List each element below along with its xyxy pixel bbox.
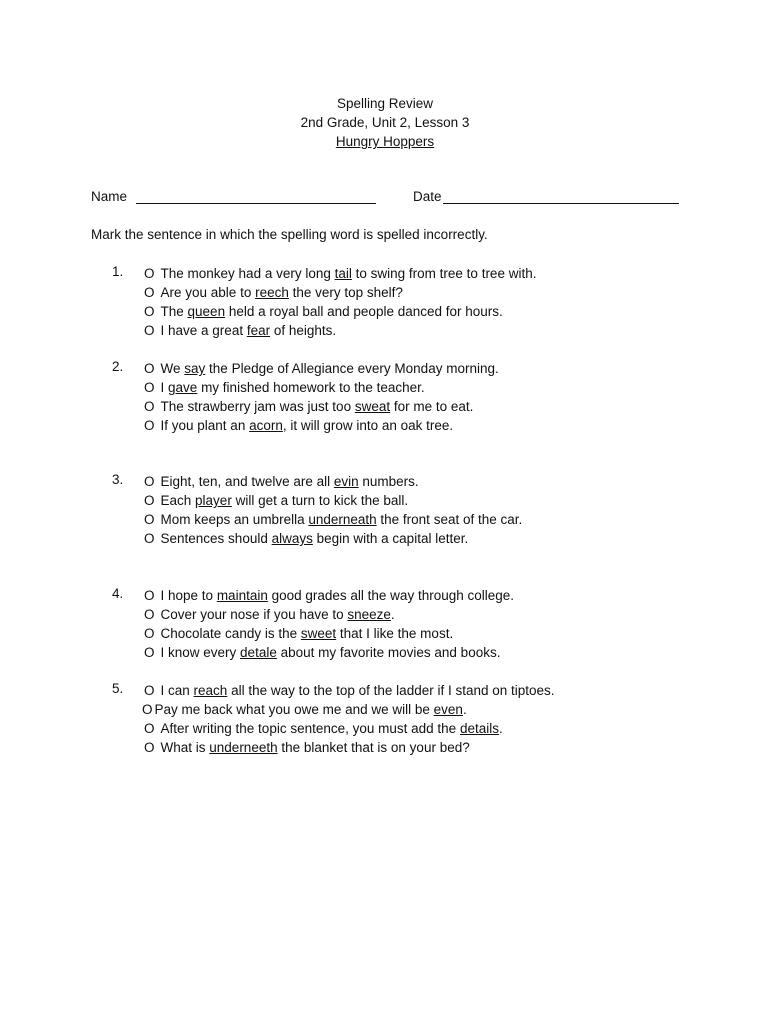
sentence-text-after: all the way to the top of the ladder if I stand on tiptoes.: [227, 683, 555, 698]
sentence-text-before: Pay me back what you owe me and we will be: [154, 702, 434, 717]
sentence-text-before: Sentences should: [160, 531, 272, 546]
answer-option[interactable]: [144, 359, 499, 378]
answer-bubble[interactable]: O: [144, 645, 155, 660]
spelling-word: gave: [168, 380, 198, 395]
sentence-text-after: the very top shelf?: [288, 285, 403, 300]
spelling-word: even: [433, 702, 463, 717]
answer-bubble[interactable]: O: [144, 512, 155, 527]
spelling-word: details: [459, 721, 499, 736]
spelling-word: sweet: [300, 626, 337, 641]
sentence-text-before: Each: [160, 493, 196, 508]
answer-bubble[interactable]: O: [144, 626, 155, 641]
spelling-word: say: [184, 361, 206, 376]
sentence-text-before: I know every: [160, 645, 241, 660]
sentence-text-after: will get a turn to kick the ball.: [231, 493, 409, 508]
spelling-word: reach: [193, 683, 228, 698]
answer-option[interactable]: [144, 681, 555, 700]
sentence-text-before: After writing the topic sentence, you must add the: [160, 721, 460, 736]
spelling-word: underneath: [308, 512, 377, 527]
spelling-word: tail: [334, 266, 352, 281]
sentence-text-after: that I like the most.: [336, 626, 454, 641]
answer-option[interactable]: [144, 416, 453, 435]
sentence-text-after: good grades all the way through college.: [267, 588, 515, 603]
question-number: 1.: [112, 264, 124, 279]
answer-option[interactable]: [144, 302, 503, 321]
story-title: Hungry Hoppers: [335, 134, 435, 149]
answer-bubble[interactable]: O: [144, 493, 155, 508]
answer-option[interactable]: [144, 529, 468, 548]
sentence-text-after: begin with a capital letter.: [312, 531, 469, 546]
sentence-text-after: .: [462, 702, 467, 717]
worksheet-header: [0, 94, 770, 151]
sentence-text-after: .: [498, 721, 503, 736]
spelling-word: sneeze: [347, 607, 391, 622]
spelling-word: always: [271, 531, 313, 546]
answer-bubble[interactable]: O: [142, 702, 153, 717]
sentence-text-after: .: [390, 607, 395, 622]
sentence-text-after: my finished homework to the teacher.: [197, 380, 425, 395]
spelling-word: evin: [333, 474, 359, 489]
answer-option[interactable]: [142, 700, 467, 719]
sentence-text-before: The strawberry jam was just too: [160, 399, 355, 414]
answer-option[interactable]: [144, 643, 500, 662]
sentence-text-before: Chocolate candy is the: [160, 626, 301, 641]
answer-option[interactable]: [144, 605, 395, 624]
answer-bubble[interactable]: O: [144, 418, 155, 433]
answer-bubble[interactable]: O: [144, 361, 155, 376]
sentence-text-before: Cover your nose if you have to: [160, 607, 348, 622]
sentence-text-before: I: [160, 380, 169, 395]
sentence-text-after: the blanket that is on your bed?: [277, 740, 470, 755]
answer-bubble[interactable]: O: [144, 399, 155, 414]
sentence-text-before: The monkey had a very long: [160, 266, 335, 281]
spelling-word: fear: [246, 323, 271, 338]
worksheet-title: Spelling Review: [336, 96, 434, 111]
answer-bubble[interactable]: O: [144, 323, 155, 338]
spelling-word: detale: [240, 645, 277, 660]
sentence-text-after: of heights.: [270, 323, 337, 338]
sentence-text-after: about my favorite movies and books.: [276, 645, 501, 660]
name-label: Name: [91, 189, 128, 204]
answer-bubble[interactable]: O: [144, 721, 155, 736]
sentence-text-after: numbers.: [358, 474, 419, 489]
sentence-text-after: the Pledge of Allegiance every Monday morning.: [205, 361, 499, 376]
answer-bubble[interactable]: O: [144, 607, 155, 622]
sentence-text-after: held a royal ball and people danced for hours.: [225, 304, 503, 319]
answer-option[interactable]: [144, 378, 425, 397]
answer-option[interactable]: [144, 472, 419, 491]
answer-option[interactable]: [144, 719, 503, 738]
name-field[interactable]: [136, 203, 376, 204]
spelling-word: queen: [187, 304, 226, 319]
sentence-text-after: for me to eat.: [390, 399, 474, 414]
spelling-word: player: [195, 493, 232, 508]
answer-option[interactable]: [144, 624, 453, 643]
sentence-text-before: I have a great: [160, 323, 247, 338]
sentence-text-before: What is: [160, 740, 210, 755]
question-number: 5.: [112, 681, 124, 696]
date-field[interactable]: [443, 203, 679, 204]
answer-option[interactable]: [144, 510, 522, 529]
answer-option[interactable]: [144, 397, 473, 416]
answer-bubble[interactable]: O: [144, 266, 155, 281]
question-number: 2.: [112, 359, 124, 374]
sentence-text-before: I hope to: [160, 588, 217, 603]
spelling-word: reech: [255, 285, 289, 300]
answer-bubble[interactable]: O: [144, 304, 155, 319]
sentence-text-before: I can: [160, 683, 194, 698]
instructions: Mark the sentence in which the spelling word is spelled incorrectly.: [91, 227, 488, 242]
sentence-text-after: , it will grow into an oak tree.: [282, 418, 454, 433]
spelling-word: underneeth: [209, 740, 278, 755]
sentence-text-before: Are you able to: [160, 285, 256, 300]
answer-bubble[interactable]: O: [144, 531, 155, 546]
sentence-text-before: The: [160, 304, 188, 319]
grade-lesson-line: 2nd Grade, Unit 2, Lesson 3: [300, 115, 470, 130]
sentence-text-after: to swing from tree to tree with.: [351, 266, 537, 281]
answer-option[interactable]: [144, 283, 403, 302]
sentence-text-before: If you plant an: [160, 418, 250, 433]
spelling-word: maintain: [216, 588, 268, 603]
answer-bubble[interactable]: O: [144, 588, 155, 603]
answer-option[interactable]: [144, 491, 408, 510]
answer-option[interactable]: [144, 738, 470, 757]
sentence-text-before: We: [160, 361, 185, 376]
question-number: 4.: [112, 586, 124, 601]
answer-option[interactable]: [144, 586, 514, 605]
answer-bubble[interactable]: O: [144, 474, 155, 489]
answer-option[interactable]: [144, 264, 536, 283]
spelling-word: acorn: [249, 418, 283, 433]
question-number: 3.: [112, 472, 124, 487]
sentence-text-before: Eight, ten, and twelve are all: [160, 474, 334, 489]
date-label: Date: [413, 189, 442, 204]
spelling-word: sweat: [354, 399, 391, 414]
sentence-text-before: Mom keeps an umbrella: [160, 512, 309, 527]
sentence-text-after: the front seat of the car.: [376, 512, 523, 527]
answer-option[interactable]: [144, 321, 336, 340]
answer-bubble[interactable]: O: [144, 740, 155, 755]
answer-bubble[interactable]: O: [144, 285, 155, 300]
answer-bubble[interactable]: O: [144, 380, 155, 395]
answer-bubble[interactable]: O: [144, 683, 155, 698]
